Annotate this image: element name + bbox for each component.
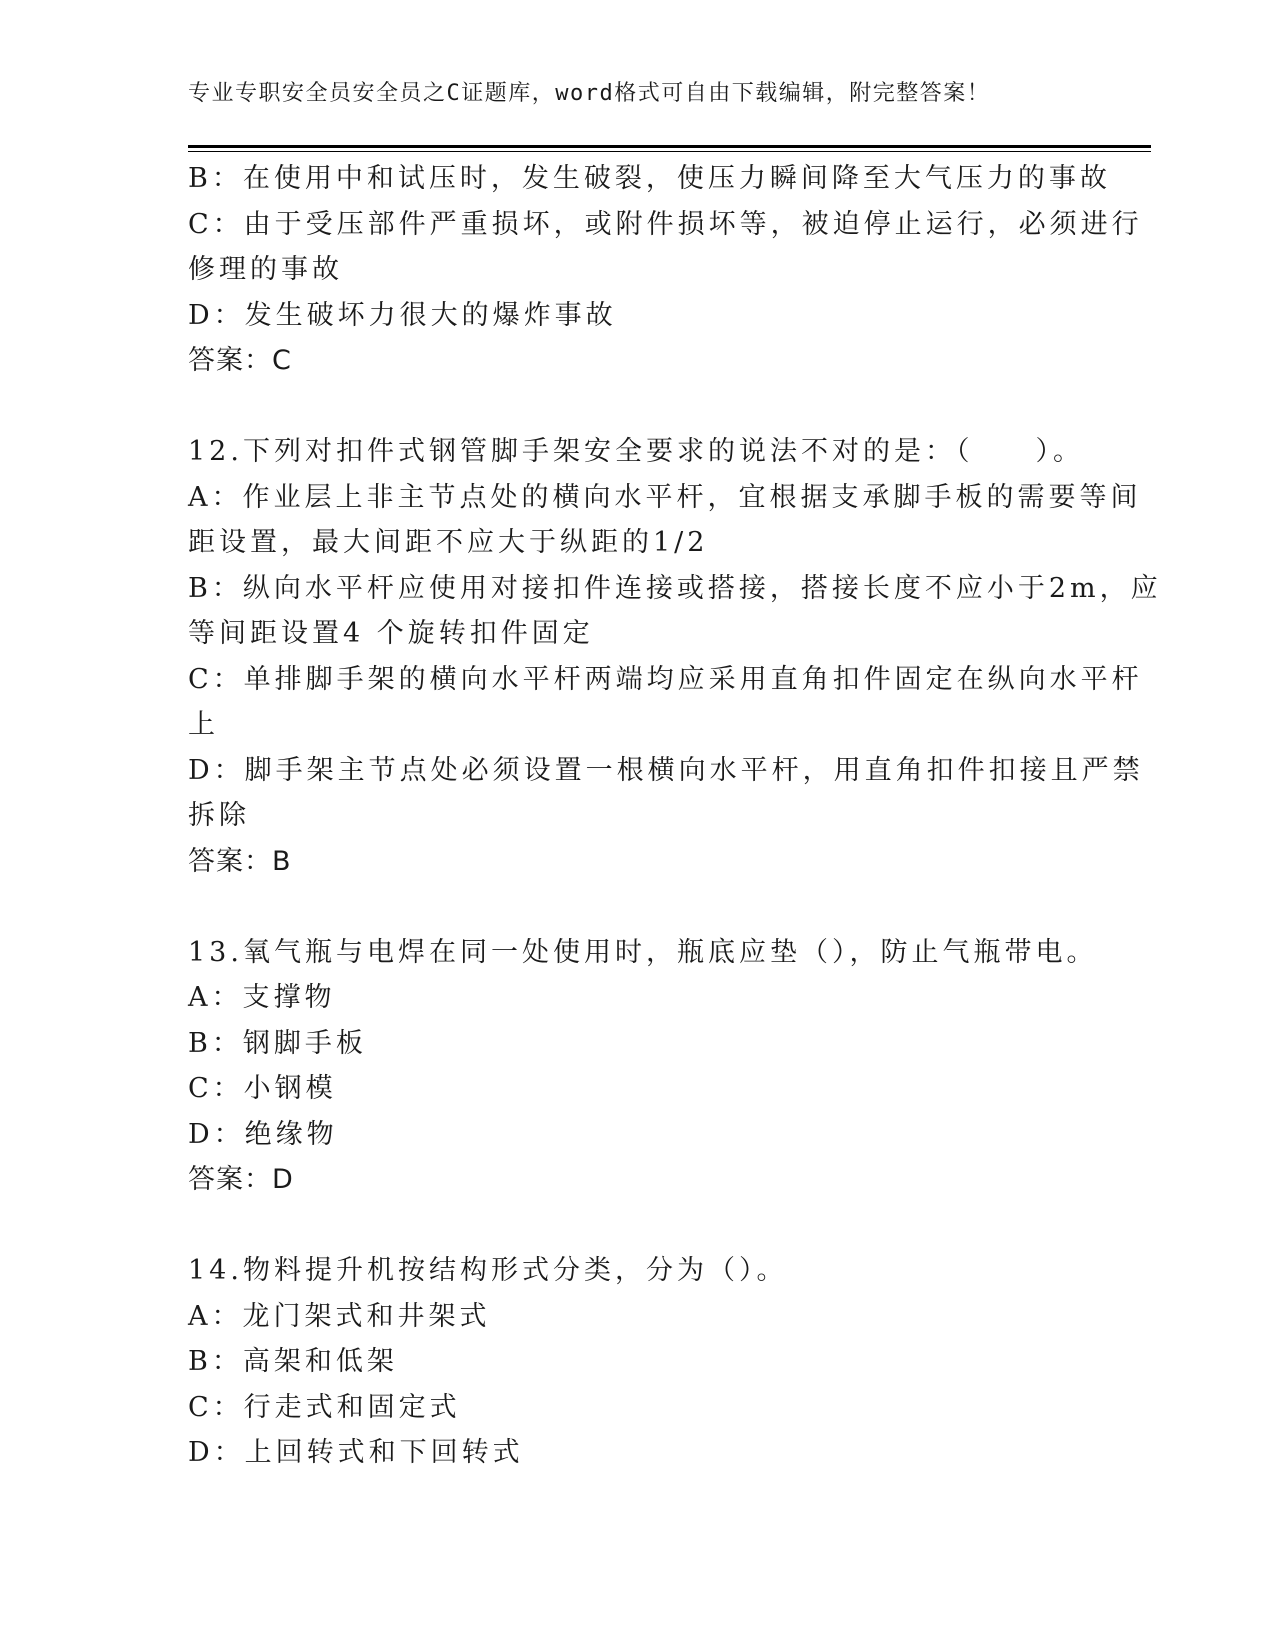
- question-stem: 13.氧气瓶与电焊在同一处使用时，瓶底应垫（），防止气瓶带电。: [188, 936, 1098, 968]
- option-b-continued: 等间距设置4 个旋转扣件固定: [188, 618, 594, 649]
- option-d: D：发生破坏力很大的爆炸事故: [188, 299, 617, 331]
- option-c-continued: 修理的事故: [188, 254, 343, 285]
- spacer: [188, 384, 1088, 430]
- answer-line: 答案：D: [188, 1164, 294, 1195]
- answer-line: 答案：C: [188, 345, 292, 376]
- option-b: B：纵向水平杆应使用对接扣件连接或搭接，搭接长度不应小于2m，应: [188, 572, 1162, 604]
- option-b: B：在使用中和试压时，发生破裂，使压力瞬间降至大气压力的事故: [188, 163, 1111, 194]
- page-header: 专业专职安全员安全员之C证题库，word格式可自由下载编辑，附完整答案！: [188, 81, 991, 106]
- question-block-14: [188, 1248, 1088, 1476]
- option-b: B：钢脚手板: [188, 1027, 367, 1059]
- question-stem: 12.下列对扣件式钢管脚手架安全要求的说法不对的是：（ ）。: [188, 436, 1084, 467]
- option-a: A：支撑物: [188, 982, 336, 1013]
- option-a-continued: 距设置，最大间距不应大于纵距的1/2: [188, 527, 709, 558]
- question-block-prev: [188, 156, 1143, 384]
- answer-line: 答案：B: [188, 845, 292, 877]
- question-block-12: [188, 429, 1162, 884]
- question-stem: 14.物料提升机按结构形式分类，分为（）。: [188, 1255, 788, 1286]
- option-c: C：由于受压部件严重损坏，或附件损坏等，被迫停止运行，必须进行: [188, 208, 1143, 240]
- document-body: [188, 156, 1162, 1476]
- option-c: C：小钢模: [188, 1073, 337, 1104]
- option-d: D：脚手架主节点处必须设置一根横向水平杆，用直角扣件扣接且严禁: [188, 754, 1144, 786]
- option-c-continued: 上: [188, 709, 219, 740]
- option-d: D：绝缘物: [188, 1118, 338, 1150]
- option-a: A：作业层上非主节点处的横向水平杆，宜根据支承脚手板的需要等间: [188, 481, 1142, 513]
- question-block-13: [188, 930, 1098, 1203]
- header-rule-thin: [188, 151, 1151, 152]
- spacer: [188, 884, 1088, 930]
- option-c: C：行走式和固定式: [188, 1391, 461, 1423]
- option-b: B：高架和低架: [188, 1346, 398, 1377]
- header-rule-thick: [188, 145, 1151, 148]
- option-d: D：上回转式和下回转式: [188, 1437, 524, 1468]
- option-d-continued: 拆除: [188, 800, 250, 831]
- option-c: C：单排脚手架的横向水平杆两端均应采用直角扣件固定在纵向水平杆: [188, 663, 1143, 695]
- spacer: [188, 1203, 1088, 1249]
- option-a: A：龙门架式和井架式: [188, 1300, 491, 1332]
